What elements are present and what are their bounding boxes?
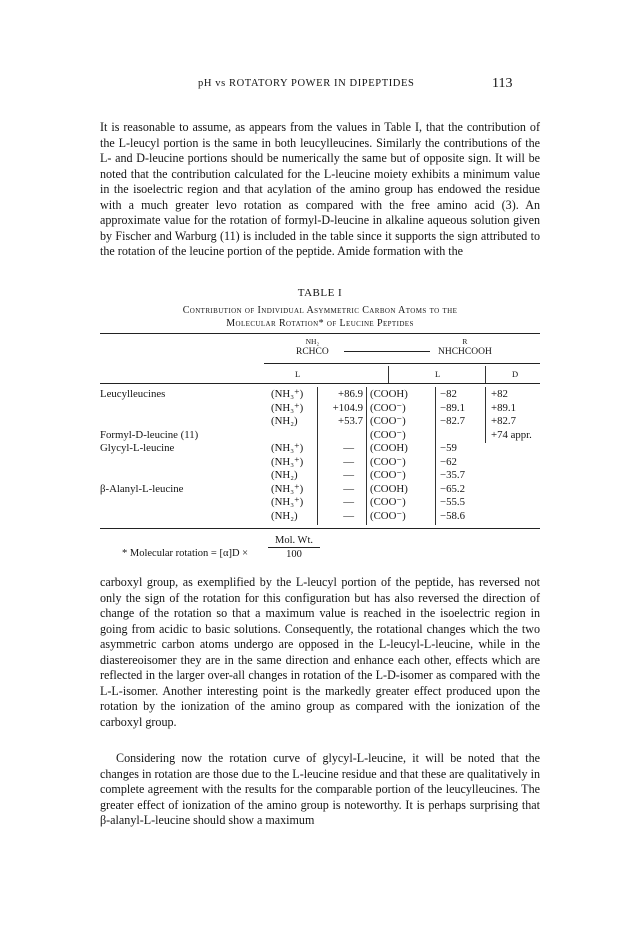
column-divider-3	[435, 387, 436, 525]
table-cell: −35.7	[440, 469, 465, 481]
column-divider-1	[317, 387, 318, 525]
table-cell: −82	[440, 388, 457, 400]
paragraph-2: carboxyl group, as exemplified by the L-leucyl portion of the peptide, has reversed not only the sign of the rotation for this configuration but has also reversed the direction of change of the rotation so that a maximum value is reached in the isoelectric region in going from acidic to basic solutions. Consequently, the rotational changes which the two asymmetric carbon atoms undergo are opposed in the L-leucyl-L-leucine, while in the diastereoisomer they are in the same direction and enhance each other, effects which are reflected in the larger over-all changes in rotation of the L-D-isomer as compared with the L-L-isomer. Another interesting point is the markedly greater effect produced upon the rotation by the ionization of the amino group as compared with the ionization of the carboxyl group.	[100, 575, 540, 729]
table-cell: (COO⁻)	[370, 429, 406, 441]
table-cell: (COOH)	[370, 388, 408, 400]
table-cell: —	[343, 469, 354, 481]
table-footnote: * Molecular rotation = [α]D ×	[122, 548, 249, 559]
table-cell: −89.1	[440, 402, 465, 414]
table-cell: (COO⁻)	[370, 496, 406, 508]
table-cell: (NH₃⁺)	[271, 496, 304, 508]
table-cell: —	[343, 456, 354, 468]
table-cell: (NH₂)	[271, 510, 298, 522]
structure-bond-line	[344, 351, 430, 352]
structure-right-top: R	[462, 337, 468, 346]
table-cell: +86.9	[338, 388, 363, 400]
structure-left-top: NH₂	[305, 337, 320, 346]
table-cell: (NH₃⁺)	[271, 402, 304, 414]
column-divider-4	[485, 387, 486, 443]
paragraph-1: It is reasonable to assume, as appears from the values in Table I, that the contribution of the L-leucyl portion is the same in both leucylleucines. Similarly the contributions of the L- and D-leucine portions should be numerically the same but of opposite sign. It will be noted that the contribution calculated for the L-leucine moiety exhibits a minimum value in the isoelectric region and that acylation of the amino group has endowed the residue with a much greater levo rotation as compared with the free amino acid (3). An approximate value for the rotation of formyl-D-leucine in alkaline aqueous solution given by Fischer and Warburg (11) is included in the table since it supports the sign attributed to the rotation of the leucine portion of the peptide. Amide formation with the	[100, 120, 540, 259]
column-header-l1: L	[295, 369, 301, 379]
column-divider-2	[366, 387, 367, 525]
table-cell: +104.9	[332, 402, 363, 414]
structure-left-main: RCHCO	[296, 347, 329, 357]
footnote-fraction	[268, 535, 320, 560]
table-cell: −65.2	[440, 483, 465, 495]
table-bottom-rule	[100, 528, 540, 529]
table-cell: (NH₃⁺)	[271, 388, 304, 400]
structure-right	[438, 337, 492, 357]
table-cell: −55.5	[440, 496, 465, 508]
table-cell: (COO⁻)	[370, 510, 406, 522]
table-cell: —	[343, 483, 354, 495]
table-cell: (NH₂)	[271, 469, 298, 481]
table-cell: (COOH)	[370, 483, 408, 495]
table-cell: —	[343, 496, 354, 508]
table-cell: (COO⁻)	[370, 415, 406, 427]
column-header-d: D	[512, 369, 519, 379]
table-cell: −59	[440, 442, 457, 454]
table-cell: —	[343, 510, 354, 522]
table-cell: −58.6	[440, 510, 465, 522]
table-cell: —	[343, 442, 354, 454]
header-bottom-rule	[100, 383, 540, 384]
table-caption-line-1: Contribution of Individual Asymmetric Carbon Atoms to the	[182, 305, 458, 316]
structure-right-main: NHCHCOOH	[438, 347, 492, 357]
row-label-formyl: Formyl-D-leucine (11)	[100, 429, 199, 441]
column-header-l2: L	[435, 369, 441, 379]
table-cell: (COO⁻)	[370, 456, 406, 468]
row-label-alanyl: β-Alanyl-L-leucine	[100, 483, 184, 495]
running-head-title: pH vs ROTATORY POWER IN DIPEPTIDES	[198, 78, 415, 89]
table-cell: +82.7	[491, 415, 516, 427]
paragraph-3: Considering now the rotation curve of glycyl-L-leucine, it will be noted that the changes in rotation are those due to the L-leucine residue and that these are qualitatively in complete agreement with the results for the comparable portion of the leucylleucines. The greater effect of ionization of the amino group is noteworthy. It is perhaps surprising that β-alanyl-L-leucine should show a maximum	[100, 751, 540, 828]
table-label: TABLE I	[297, 287, 343, 299]
fraction-numerator: Mol. Wt.	[268, 535, 320, 548]
table-cell: −82.7	[440, 415, 465, 427]
table-cell: (COO⁻)	[370, 469, 406, 481]
table-cell: (NH₂)	[271, 415, 298, 427]
table-cell: −62	[440, 456, 457, 468]
table-cell: (COOH)	[370, 442, 408, 454]
header-divider-2	[485, 366, 486, 383]
structure-rule	[264, 363, 540, 364]
structure-left	[296, 337, 329, 357]
fraction-denominator: 100	[286, 549, 302, 560]
table-cell: (NH₃⁺)	[271, 483, 304, 495]
row-label-leucylleucines: Leucylleucines	[100, 388, 166, 400]
header-divider-1	[388, 366, 389, 383]
table-top-rule	[100, 333, 540, 334]
row-label-glycyl: Glycyl-L-leucine	[100, 442, 175, 454]
table-cell: +74 appr.	[491, 429, 532, 441]
table-cell: (NH₃⁺)	[271, 442, 304, 454]
table-caption-line-2: Molecular Rotation* of Leucine Peptides	[226, 318, 414, 329]
page-number: 113	[492, 76, 513, 91]
table-cell: +89.1	[491, 402, 516, 414]
table-cell: +53.7	[338, 415, 363, 427]
table-cell: (NH₃⁺)	[271, 456, 304, 468]
table-cell: (COO⁻)	[370, 402, 406, 414]
table-cell: +82	[491, 388, 508, 400]
